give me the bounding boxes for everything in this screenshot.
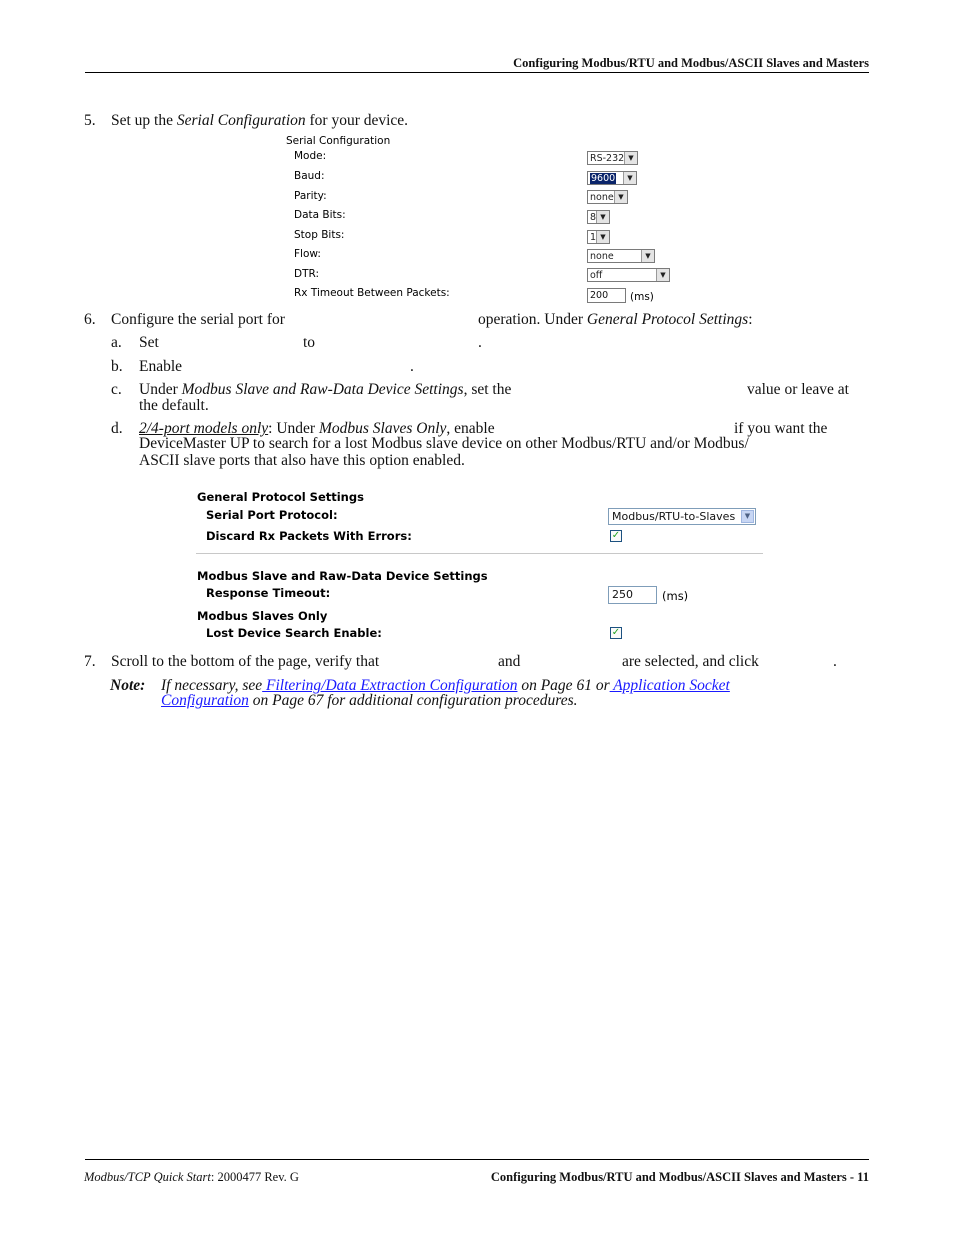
step-6b-t2: . <box>410 358 414 375</box>
step-6c-t3: value or leave at <box>747 381 849 398</box>
lost-device-label: Lost Device Search Enable: <box>206 626 382 640</box>
chevron-down-icon: ▼ <box>596 231 609 243</box>
chevron-down-icon: ▼ <box>623 172 636 184</box>
step-7-number: 7. <box>84 653 96 670</box>
step-6d-t1: : Under <box>268 420 319 437</box>
discard-rx-label: Discard Rx Packets With Errors: <box>206 529 412 543</box>
step-5-em: Serial Configuration <box>176 112 306 129</box>
serial-port-protocol-select[interactable] <box>608 508 756 525</box>
step-6b-t1: Enable <box>139 358 183 375</box>
step-5-text <box>111 112 408 130</box>
filtering-link[interactable]: Filtering/Data Extraction Configuration <box>262 677 518 694</box>
discard-rx-checkbox[interactable] <box>610 530 622 542</box>
mode-select[interactable] <box>587 151 638 165</box>
step-6d-letter: d. <box>111 420 123 437</box>
note-label: Note: <box>110 677 146 694</box>
step-6-post: : <box>748 311 753 328</box>
step-6c-letter: c. <box>111 381 122 398</box>
flow-value: none <box>590 251 614 262</box>
step-6-text <box>478 311 753 329</box>
step-6d-line3: ASCII slave ports that also have this option enabled. <box>139 452 465 469</box>
step-6-mid: operation. Under <box>478 311 587 328</box>
data-bits-select[interactable] <box>587 210 610 224</box>
parity-value: none <box>590 192 614 203</box>
data-bits-value: 8 <box>590 212 597 223</box>
footer-left <box>84 1170 299 1185</box>
step-6d-em: Modbus Slaves Only <box>318 420 447 437</box>
modbus-slave-title: Modbus Slave and Raw-Data Device Settings <box>197 569 488 583</box>
note-line-2 <box>161 692 578 710</box>
step-6-em: General Protocol Settings <box>586 311 749 328</box>
step-6b-letter: b. <box>111 358 123 375</box>
application-socket-link-part2[interactable]: Configuration <box>161 692 249 709</box>
data-bits-label: Data Bits: <box>294 209 346 221</box>
chevron-down-icon: ▼ <box>596 211 609 223</box>
step-6a-t3: . <box>478 334 482 351</box>
lost-device-checkbox[interactable] <box>610 627 622 639</box>
baud-label: Baud: <box>294 170 325 182</box>
chevron-down-icon: ▼ <box>656 269 669 281</box>
step-7-t2: and <box>498 653 521 670</box>
step-5-post: for your device. <box>305 112 409 129</box>
step-6c-t4: the default. <box>139 397 209 414</box>
parity-select[interactable] <box>587 190 628 204</box>
step-7-t1: Scroll to the bottom of the page, verify that <box>111 653 380 670</box>
response-timeout-label: Response Timeout: <box>206 586 331 600</box>
check-icon: ✓ <box>611 627 621 638</box>
stop-bits-value: 1 <box>590 232 597 243</box>
chevron-down-icon: ▼ <box>624 152 637 164</box>
chevron-down-icon: ▼ <box>614 191 627 203</box>
chevron-down-icon: ▼ <box>641 250 654 262</box>
baud-select[interactable] <box>587 171 637 185</box>
step-6c-t1: Under <box>139 381 182 398</box>
rx-timeout-label: Rx Timeout Between Packets: <box>294 287 450 299</box>
footer-doc-title: Modbus/TCP Quick Start <box>84 1170 211 1184</box>
serial-port-protocol-value: Modbus/RTU-to-Slaves <box>612 510 736 523</box>
mode-label: Mode: <box>294 150 327 162</box>
step-6d-em-ul: 2/4-port models only <box>139 420 269 437</box>
step-6a-t1: Set <box>139 334 159 351</box>
modbus-slaves-only-title: Modbus Slaves Only <box>197 609 328 623</box>
response-timeout-input[interactable]: 250 <box>608 586 657 604</box>
application-socket-link-part1[interactable]: Application Socket <box>609 677 730 694</box>
step-6c-em: Modbus Slave and Raw-Data Device Settings <box>181 381 464 398</box>
step-6d-line2: DeviceMaster UP to search for a lost Modbus slave device on other Modbus/RTU and/or Modbus/ <box>139 435 749 452</box>
response-timeout-unit: (ms) <box>662 589 689 603</box>
parity-label: Parity: <box>294 190 327 202</box>
mode-value: RS-232 <box>590 153 625 164</box>
step-5-pre: Set up the <box>111 112 177 129</box>
rx-timeout-unit: (ms) <box>630 291 654 303</box>
step-6c-t2: , set the <box>463 381 512 398</box>
footer-right: Configuring Modbus/RTU and Modbus/ASCII Slaves and Masters - 11 <box>490 1170 869 1184</box>
flow-label: Flow: <box>294 248 321 260</box>
serial-config-title: Serial Configuration <box>286 135 391 147</box>
serial-port-protocol-label: Serial Port Protocol: <box>206 508 338 522</box>
step-7-t4: . <box>833 653 837 670</box>
note-t1: If necessary, see <box>161 677 263 694</box>
stop-bits-select[interactable] <box>587 230 610 244</box>
general-protocol-title: General Protocol Settings <box>197 490 364 504</box>
step-6-pre: Configure the serial port for <box>111 311 285 328</box>
dtr-select[interactable] <box>587 268 670 282</box>
note-t3: on Page 67 for additional configuration procedures. <box>248 692 578 709</box>
dtr-label: DTR: <box>294 268 320 280</box>
step-5-number: 5. <box>84 112 96 129</box>
running-header: Configuring Modbus/RTU and Modbus/ASCII Slaves and Masters <box>513 56 869 70</box>
footer-doc-rev: : 2000477 Rev. G <box>210 1170 299 1184</box>
step-6a-letter: a. <box>111 334 122 351</box>
baud-value: 9600 <box>591 173 616 184</box>
section-divider <box>196 553 763 554</box>
chevron-down-icon: ▼ <box>741 510 754 523</box>
flow-select[interactable] <box>587 249 655 263</box>
step-6-number: 6. <box>84 311 96 328</box>
step-6a-t2: to <box>303 334 316 351</box>
note-t2: on Page 61 or <box>517 677 610 694</box>
footer-rule <box>85 1159 869 1160</box>
rx-timeout-input[interactable]: 200 <box>587 288 626 303</box>
dtr-value: off <box>590 270 603 281</box>
step-7-t3: are selected, and click <box>622 653 759 670</box>
check-icon: ✓ <box>611 530 621 541</box>
stop-bits-label: Stop Bits: <box>294 229 345 241</box>
step-6d-t2: , enable <box>446 420 495 437</box>
header-rule <box>85 72 869 73</box>
step-6d-t3: if you want the <box>734 420 828 437</box>
